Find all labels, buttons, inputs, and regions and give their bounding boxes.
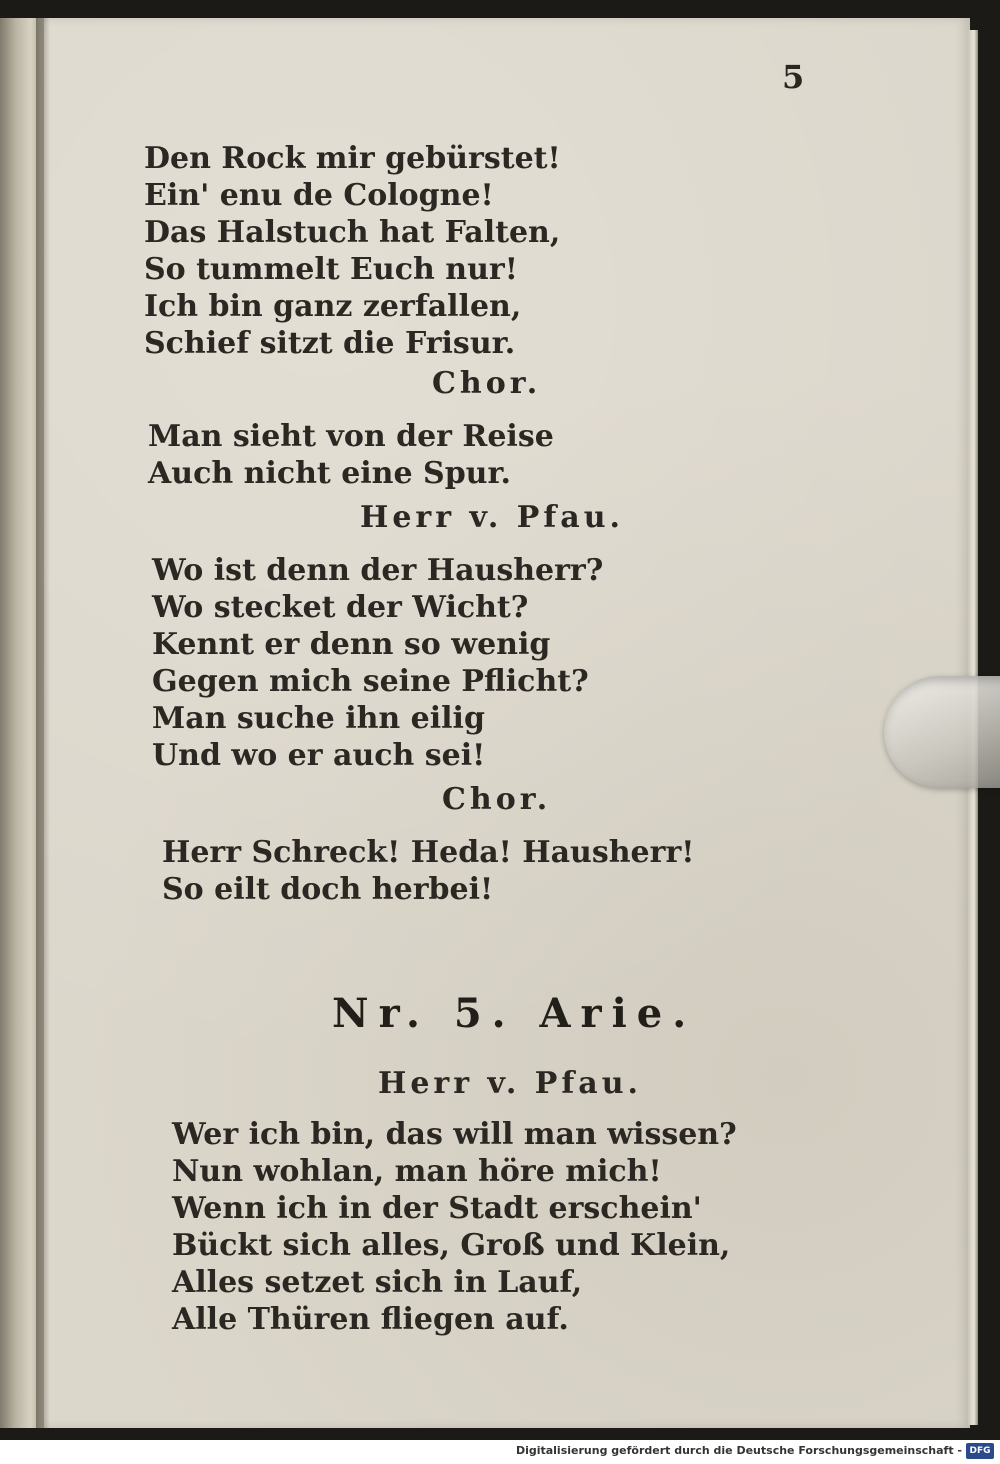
verse-line: Wer ich bin, das will man wissen? (172, 1117, 737, 1152)
verse-block-4 (162, 834, 694, 908)
verse-line: Bückt sich alles, Groß und Klein, (172, 1228, 731, 1263)
verse-line: Alle Thüren fliegen auf. (172, 1302, 569, 1337)
verse-block-5 (172, 1116, 737, 1338)
verse-block-3 (152, 552, 603, 774)
verse-line: So eilt doch herbei! (162, 872, 494, 907)
verse-line: Herr Schreck! Heda! Hausherr! (162, 835, 695, 870)
verse-line: Man sieht von der Reise (148, 419, 554, 454)
section-heading: Nr. 5. Arie. (332, 990, 697, 1037)
verse-line: Ich bin ganz zerfallen, (144, 289, 522, 324)
verse-line: Und wo er auch sei! (152, 738, 486, 773)
verse-line: Man suche ihn eilig (152, 701, 485, 736)
verse-line: Den Rock mir gebürstet! (144, 141, 561, 176)
speaker-heading: Herr v. Pfau. (378, 1066, 642, 1101)
verse-line: Wo ist denn der Hausherr? (152, 553, 604, 588)
page-clip (884, 676, 1000, 788)
verse-line: Nun wohlan, man höre mich! (172, 1154, 662, 1189)
verse-line: So tummelt Euch nur! (144, 252, 518, 287)
verse-block-1 (144, 140, 561, 362)
gutter-shadow (36, 18, 50, 1428)
verse-line: Auch nicht eine Spur. (148, 456, 511, 491)
verse-line: Ein' enu de Cologne! (144, 178, 494, 213)
verse-line: Wenn ich in der Stadt erschein' (172, 1191, 702, 1226)
speaker-heading: Herr v. Pfau. (360, 500, 624, 535)
speaker-heading: Chor. (432, 366, 542, 401)
verse-line: Schief sitzt die Frisur. (144, 326, 516, 361)
verse-block-2 (148, 418, 554, 492)
verse-line: Wo stecket der Wicht? (152, 590, 529, 625)
verse-line: Alles setzet sich in Lauf, (172, 1265, 583, 1300)
footer-credit: Digitalisierung gefördert durch die Deutsche Forschungsgemeinschaft - (515, 1444, 962, 1457)
verse-line: Gegen mich seine Pflicht? (152, 664, 589, 699)
speaker-heading: Chor. (442, 782, 552, 817)
page-number: 5 (782, 58, 805, 96)
dfg-logo-icon: DFG (966, 1443, 994, 1459)
verse-line: Kennt er denn so wenig (152, 627, 551, 662)
footer-bar (0, 1440, 1000, 1464)
verse-line: Das Halstuch hat Falten, (144, 215, 561, 250)
